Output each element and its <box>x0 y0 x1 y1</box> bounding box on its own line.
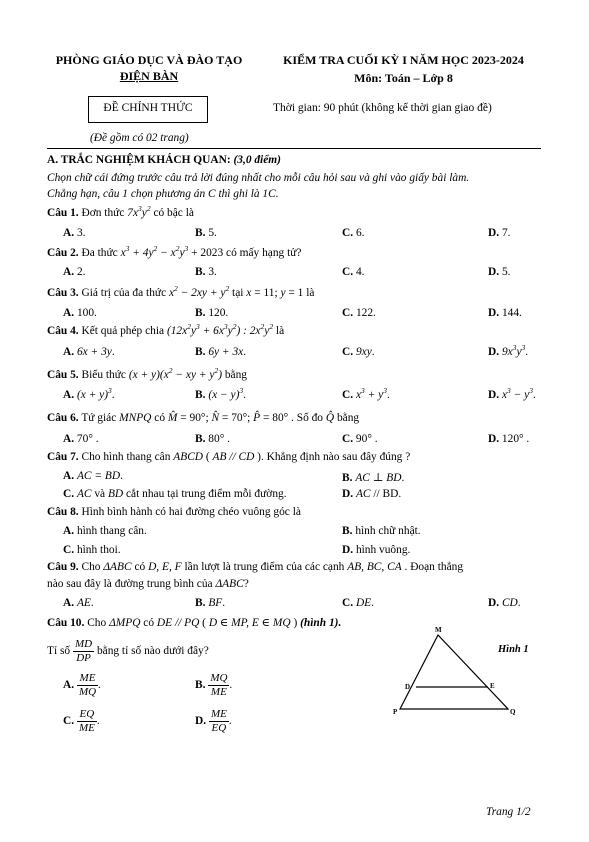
q9-option-b: B. BF. <box>195 597 226 609</box>
q3-option-b: B. 120. <box>195 307 229 319</box>
q9-option-a: A. AE. <box>63 597 94 609</box>
time-limit: Thời gian: 90 phút (không kể thời gian giao đề) <box>273 102 492 114</box>
q10-option-c: C. $\frac{EQ}{ME}$ . <box>63 708 100 734</box>
question-8: Câu 8. Hình bình hành có hai đường chéo vuông góc là <box>47 506 301 518</box>
q10-option-a: A. $\frac{ME}{MQ}$ . <box>63 672 101 698</box>
q6-option-a: A. 70° . <box>63 433 99 445</box>
q4-option-c: C. 9xy. <box>342 346 375 358</box>
q10-option-d: D. $\frac{ME}{EQ}$ . <box>195 708 232 734</box>
q8-option-a: A. hình thang cân. <box>63 525 147 537</box>
pages-note: (Đề gồm có 02 trang) <box>90 132 189 144</box>
q2-option-a: A. 2. <box>63 266 86 278</box>
q4-option-a: A. 6x + 3y. <box>63 346 115 358</box>
label-q: Q <box>510 708 516 716</box>
q5-option-c: C. $x^3 + y^3$. <box>342 386 390 401</box>
subject-line: Môn: Toán – Lớp 8 <box>354 71 453 85</box>
q8-option-c: C. hình thoi. <box>63 544 121 556</box>
question-3: Câu 3. Giá trị của đa thức $x^2 - 2xy + y^2$ tại x = 11; y = 1 là <box>47 284 315 299</box>
q7-option-d: D. AC // BD. <box>342 488 402 500</box>
q4-option-b: B. 6y + 3x. <box>195 346 247 358</box>
q2-option-b: B. 3. <box>195 266 217 278</box>
q3-option-d: D. 144. <box>488 307 522 319</box>
q1-option-d: D. 7. <box>488 227 511 239</box>
q2-option-d: D. 5. <box>488 266 511 278</box>
question-10: Câu 10. Cho ΔMPQ có DE // PQ ( D ∈ MP, E ∈ MQ ) (hình 1). <box>47 617 342 629</box>
label-m: M <box>435 626 442 634</box>
figure-caption: Hình 1 <box>498 644 529 655</box>
q7-option-a: A. AC = BD. <box>63 470 123 482</box>
label-p: P <box>393 708 398 716</box>
q8-option-d: D. hình vuông. <box>342 544 411 556</box>
exam-title: KIỂM TRA CUỐI KỲ I NĂM HỌC 2023-2024 <box>283 53 524 67</box>
q1-option-b: B. 5. <box>195 227 217 239</box>
page-number: Trang 1/2 <box>486 806 531 818</box>
question-9-line-2: nào sau đây là đường trung bình của ΔABC? <box>47 578 249 590</box>
label-e: E <box>490 682 495 690</box>
q4-option-d: D. $9x^3y^3$. <box>488 343 529 358</box>
q2-option-c: C. 4. <box>342 266 365 278</box>
question-7: Câu 7. Cho hình thang cân ABCD ( AB // CD ). Khẳng định nào sau đây đúng ? <box>47 451 411 463</box>
q8-option-b: B. hình chữ nhật. <box>342 525 421 537</box>
label-d: D <box>405 683 411 691</box>
q10-ratio-prompt: Tỉ số $\frac{MD}{DP}$ bằng tỉ số nào dưới đây? <box>47 638 209 664</box>
question-5: Câu 5. Biểu thức $(x + y)(x^2$ − xy + $y^2$) bằng <box>47 366 248 381</box>
divider <box>47 148 541 149</box>
q9-option-c: C. DE. <box>342 597 374 609</box>
q9-option-d: D. CD. <box>488 597 521 609</box>
question-9-line-1: Câu 9. Cho ΔABC có D, E, F lần lượt là trung điểm của các cạnh AB, BC, CA . Đoạn thẳng <box>47 561 464 573</box>
question-1: Câu 1. Đơn thức $7x^3y^2$ có bậc là <box>47 204 194 219</box>
section-a-heading: A. TRẮC NGHIỆM KHÁCH QUAN: (3,0 điểm) <box>47 154 281 166</box>
q1-option-a: A. 3. <box>63 227 86 239</box>
q7-option-c: C. AC và BD cắt nhau tại trung điểm mỗi đường. <box>63 488 287 500</box>
q5-option-d: D. $x^3 - y^3$. <box>488 386 536 401</box>
question-6: Câu 6. Tứ giác MNPQ có M̂ = 90°; N̂ = 70°; P̂ = 80° . Số đo Q̂ bằng <box>47 412 360 424</box>
department-name: PHÒNG GIÁO DỤC VÀ ĐÀO TẠO <box>55 53 243 67</box>
instruction-line-2: Chẳng hạn, câu 1 chọn phương án C thì ghi là 1C. <box>47 188 279 200</box>
question-4: Câu 4. Kết quả phép chia $(12x^2y^3 + 6x^3y^2)$ : $2x^2y^2$ là <box>47 322 285 337</box>
question-2: Câu 2. Đa thức $x^3 + 4y^2 - x^2y^3 + 2023$ có mấy hạng tử? <box>47 244 302 259</box>
q7-option-b: B. AC ⊥ BD. <box>342 472 405 484</box>
triangle-mpq <box>400 635 508 709</box>
q1-option-c: C. 6. <box>342 227 365 239</box>
q6-option-b: B. 80° . <box>195 433 230 445</box>
official-label: ĐỀ CHÍNH THỨC <box>103 102 193 114</box>
q5-option-b: B. $(x - y)^3$. <box>195 386 247 401</box>
district-name: ĐIỆN BÀN <box>119 69 179 83</box>
triangle-figure <box>390 622 540 722</box>
q6-option-d: D. 120° . <box>488 433 530 445</box>
q5-option-a: A. $(x + y)^3$. <box>63 386 115 401</box>
q6-option-c: C. 90° . <box>342 433 378 445</box>
q10-option-b: B. $\frac{MQ}{ME}$ . <box>195 672 233 698</box>
q3-option-c: C. 122. <box>342 307 376 319</box>
q3-option-a: A. 100. <box>63 307 97 319</box>
instruction-line-1: Chọn chữ cái đứng trước câu trả lời đúng nhất cho mỗi câu hỏi sau và ghi vào giấy bài làm. <box>47 172 470 184</box>
